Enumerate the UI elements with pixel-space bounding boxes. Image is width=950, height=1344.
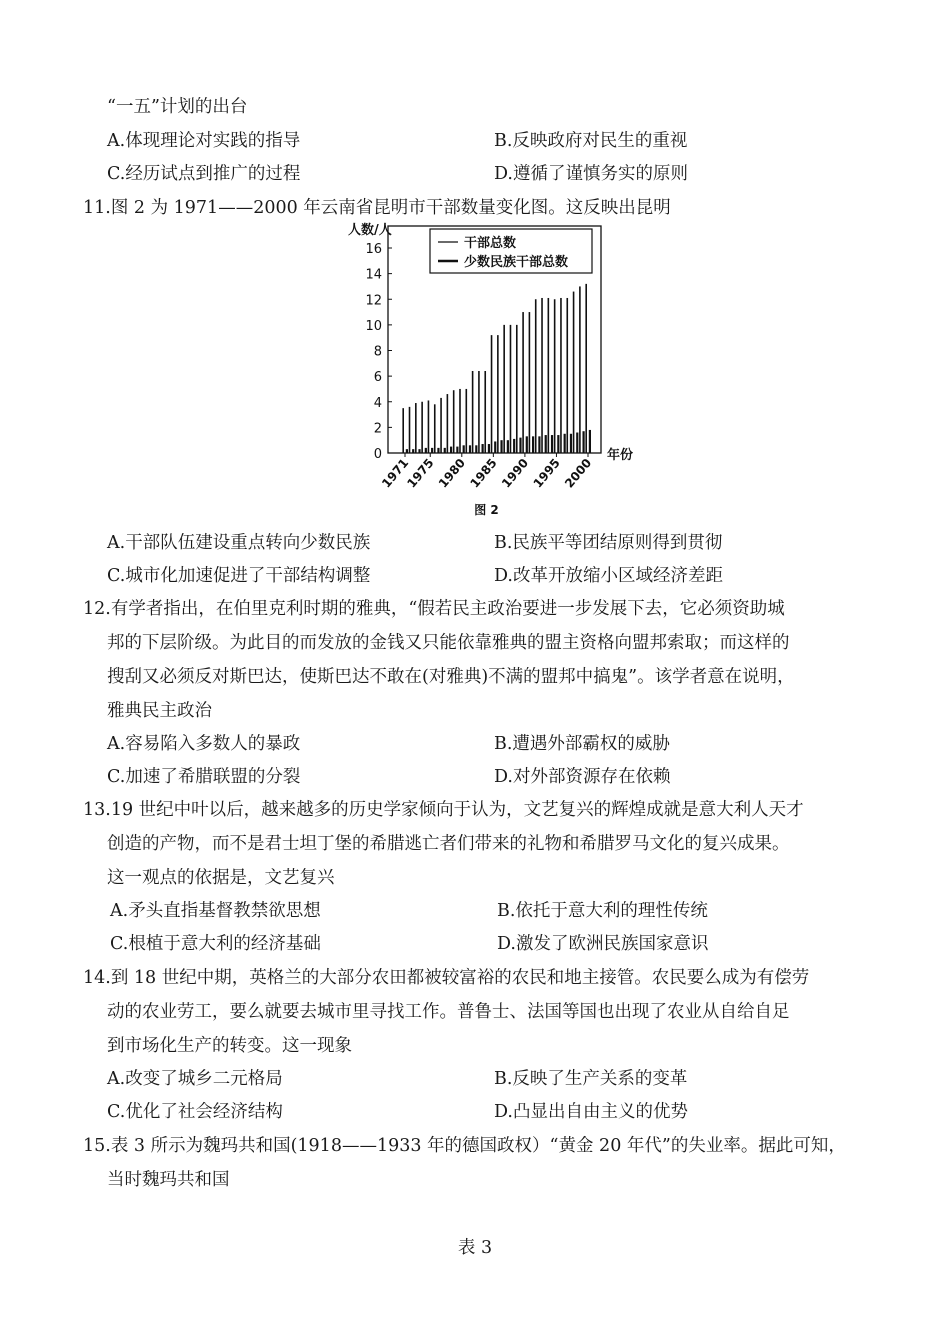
bar-total <box>579 286 581 453</box>
q11-option-d[interactable]: D.改革开放缩小区域经济差距 <box>494 566 723 586</box>
bar-total <box>516 325 518 453</box>
y-tick-label: 0 <box>373 447 382 462</box>
bar-minority <box>488 444 490 453</box>
y-tick-label: 16 <box>365 242 382 257</box>
bar-minority <box>425 448 427 453</box>
bar-minority <box>582 431 584 453</box>
bar-total <box>522 312 524 453</box>
y-tick-label: 12 <box>365 293 382 309</box>
q14-stem-line-1: 14.到 18 世纪中期，英格兰的大部分农田都被较富裕的农民和地主接管。农民要么成为有偿劳 <box>83 968 810 988</box>
q11-option-b[interactable]: B.民族平等团结原则得到贯彻 <box>494 533 723 553</box>
figure-2-chart <box>348 220 634 520</box>
q14-stem-line-3: 到市场化生产的转变。这一现象 <box>107 1036 352 1056</box>
bar-total <box>478 371 480 453</box>
bar-minority <box>437 448 439 453</box>
q11-option-a[interactable]: A.干部队伍建设重点转向少数民族 <box>107 533 371 553</box>
bar-minority <box>456 447 458 453</box>
q12-stem-line-1: 12.有学者指出，在伯里克利时期的雅典，“假若民主政治要进一步发展下去，它必须资助城 <box>83 599 785 619</box>
q14-option-b[interactable]: B.反映了生产关系的变革 <box>494 1069 688 1089</box>
q11-stem: 11.图 2 为 1971——2000 年云南省昆明市干部数量变化图。这反映出昆明 <box>83 198 671 218</box>
bar-total <box>434 404 436 453</box>
q12-option-a[interactable]: A.容易陷入多数人的暴政 <box>107 734 301 754</box>
q10-option-a[interactable]: A.体现理论对实践的指导 <box>107 131 301 151</box>
bar-minority <box>545 435 547 453</box>
bar-total <box>415 403 417 453</box>
x-tick-label: 1971 <box>379 455 412 491</box>
bar-minority <box>526 436 528 453</box>
bar-minority <box>589 430 591 453</box>
legend-label-total: 干部总数 <box>464 236 517 251</box>
q10-option-c[interactable]: C.经历试点到推广的过程 <box>107 164 301 184</box>
bar-total <box>585 284 587 453</box>
bar-minority <box>519 438 521 453</box>
q15-stem-line-2: 当时魏玛共和国 <box>107 1170 230 1190</box>
bar-total <box>402 408 404 453</box>
q12-option-c[interactable]: C.加速了希腊联盟的分裂 <box>107 767 301 787</box>
bar-total <box>447 394 449 453</box>
bar-minority <box>431 448 433 453</box>
bar-minority <box>450 447 452 453</box>
bar-minority <box>538 436 540 453</box>
bar-minority <box>513 439 515 453</box>
q14-stem-line-2: 动的农业劳工，要么就要去城市里寻找工作。普鲁士、法国等国也出现了农业从自给自足 <box>107 1002 790 1022</box>
bar-total <box>428 400 430 453</box>
bar-chart-svg <box>348 220 634 520</box>
bar-minority <box>444 448 446 453</box>
bar-minority <box>494 441 496 453</box>
q12-stem-line-4: 雅典民主政治 <box>107 701 212 721</box>
x-tick-label: 1980 <box>435 455 469 491</box>
q13-stem-line-3: 这一观点的依据是，文艺复兴 <box>107 868 335 888</box>
q10-option-b[interactable]: B.反映政府对民生的重视 <box>494 131 688 151</box>
bar-total <box>440 398 442 453</box>
q14-option-a[interactable]: A.改变了城乡二元格局 <box>107 1069 283 1089</box>
bar-total <box>510 325 512 453</box>
bar-total <box>453 390 455 453</box>
y-tick-label: 4 <box>373 395 382 411</box>
bar-total <box>560 298 562 453</box>
bar-total <box>566 298 568 453</box>
bar-minority <box>507 440 509 453</box>
y-tick-label: 2 <box>373 421 382 437</box>
bar-minority <box>532 436 534 453</box>
bar-total <box>529 312 531 453</box>
q12-option-b[interactable]: B.遭遇外部霸权的威胁 <box>494 734 670 754</box>
q13-stem-line-2: 创造的产物，而不是君士坦丁堡的希腊逃亡者们带来的礼物和希腊罗马文化的复兴成果。 <box>107 834 790 854</box>
x-tick-label: 2000 <box>562 455 595 491</box>
bar-total <box>554 299 556 453</box>
q12-stem-line-2: 邦的下层阶级。为此目的而发放的金钱又只能依靠雅典的盟主资格向盟邦索取；而这样的 <box>107 633 790 653</box>
q10-option-d[interactable]: D.遵循了谨慎务实的原则 <box>494 164 688 184</box>
x-tick-label: 1995 <box>530 455 563 491</box>
x-tick-label: 1985 <box>467 455 500 491</box>
bar-minority <box>469 445 471 453</box>
bar-total <box>472 371 474 453</box>
bar-total <box>409 407 411 453</box>
y-axis-label: 人数/人 <box>348 223 392 238</box>
bar-minority <box>576 433 578 454</box>
q13-option-b[interactable]: B.依托于意大利的理性传统 <box>497 901 708 921</box>
bar-total <box>491 335 493 453</box>
bar-total <box>421 402 423 453</box>
bar-total <box>535 299 537 453</box>
q10-stem-tail: “一五”计划的出台 <box>107 97 248 117</box>
q13-option-a[interactable]: A.矛头直指基督教禁欲思想 <box>110 901 321 921</box>
table-3-caption: 表 3 <box>457 1238 493 1258</box>
bar-total <box>541 298 543 453</box>
bar-minority <box>463 445 465 453</box>
x-tick-label: 1975 <box>404 455 437 491</box>
y-tick-label: 10 <box>365 318 382 334</box>
figure-caption: 图 2 <box>474 503 499 517</box>
q13-option-c[interactable]: C.根植于意大利的经济基础 <box>110 934 321 954</box>
bar-minority <box>482 444 484 453</box>
q12-stem-line-3: 搜刮又必须反对斯巴达，使斯巴达不敢在(对雅典)不满的盟邦中搞鬼”。该学者意在说明， <box>107 667 795 687</box>
bar-total <box>466 389 468 453</box>
bar-total <box>484 371 486 453</box>
q12-option-d[interactable]: D.对外部资源存在依赖 <box>494 767 671 787</box>
bar-total <box>548 298 550 453</box>
bar-minority <box>406 449 408 453</box>
bar-total <box>503 325 505 453</box>
bar-total <box>459 389 461 453</box>
y-tick-label: 8 <box>373 344 382 360</box>
x-tick-label: 1990 <box>498 455 532 491</box>
bar-minority <box>500 440 502 453</box>
x-axis-label: 年份 <box>607 448 634 463</box>
q15-stem-line-1: 15.表 3 所示为魏玛共和国(1918——1933 年的德国政权）“黄金 20 年代”的失业率。据此可知， <box>83 1136 846 1156</box>
q13-option-d[interactable]: D.激发了欧洲民族国家意识 <box>497 934 709 954</box>
bar-minority <box>475 445 477 453</box>
bar-minority <box>557 435 559 453</box>
q14-option-d[interactable]: D.凸显出自由主义的优势 <box>494 1102 688 1122</box>
q11-option-c[interactable]: C.城市化加速促进了干部结构调整 <box>107 566 371 586</box>
bar-minority <box>418 449 420 453</box>
q14-option-c[interactable]: C.优化了社会经济结构 <box>107 1102 283 1122</box>
bar-minority <box>570 434 572 453</box>
bar-minority <box>564 434 566 453</box>
bar-total <box>573 292 575 453</box>
y-tick-label: 14 <box>365 267 382 283</box>
y-tick-label: 6 <box>373 370 382 386</box>
legend-label-minority: 少数民族干部总数 <box>464 255 569 270</box>
bar-total <box>497 335 499 453</box>
bar-minority <box>412 449 414 453</box>
bar-minority <box>551 435 553 453</box>
q13-stem-line-1: 13.19 世纪中叶以后，越来越多的历史学家倾向于认为，文艺复兴的辉煌成就是意大利人天才 <box>83 800 804 820</box>
